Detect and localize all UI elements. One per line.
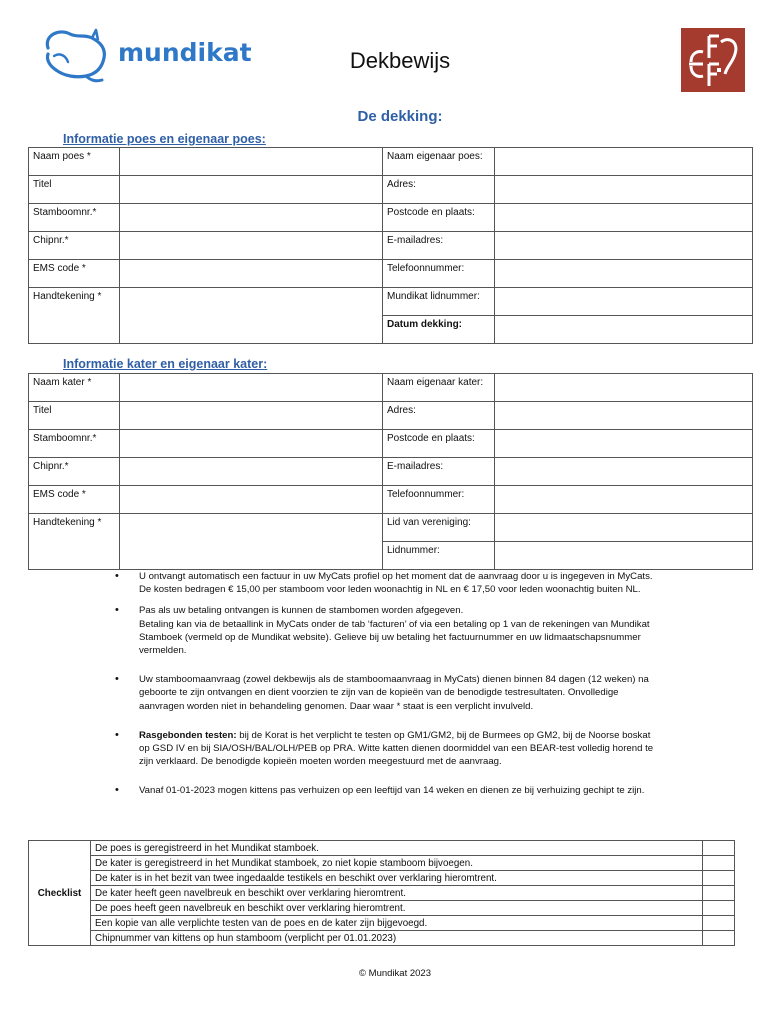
field-label: E-mailadres:	[383, 232, 495, 260]
field-label: Naam eigenaar poes:	[383, 148, 495, 176]
handtekening-kater-input[interactable]	[120, 514, 383, 570]
note-item	[115, 729, 655, 769]
field-label: Stamboomnr.*	[29, 430, 120, 458]
field-label: Datum dekking:	[383, 316, 495, 344]
field-label: Handtekening *	[29, 514, 120, 570]
checklist-item: De poes heeft geen navelbreuk en beschikt over verklaring hieromtrent.	[91, 901, 703, 916]
checklist-checkbox[interactable]	[703, 901, 735, 916]
lidnummer-kater-input[interactable]	[495, 542, 753, 570]
note-text: Vanaf 01-01-2023 mogen kittens pas verhuizen op een leeftijd van 14 weken en dienen ze bij verhuizing gechipt te zijn.	[139, 785, 645, 797]
notes-list	[115, 570, 655, 798]
titel-poes-input[interactable]	[120, 176, 383, 204]
naam-poes-input[interactable]	[120, 148, 383, 176]
field-label: E-mailadres:	[383, 458, 495, 486]
field-label: Adres:	[383, 176, 495, 204]
datum-dekking-input[interactable]	[495, 316, 753, 344]
footer-copyright: © Mundikat 2023	[359, 968, 431, 979]
handtekening-poes-input[interactable]	[120, 288, 383, 344]
naam-kater-input[interactable]	[120, 374, 383, 402]
fife-emblem-icon	[681, 28, 745, 92]
field-label: Postcode en plaats:	[383, 204, 495, 232]
checklist-item: De poes is geregistreerd in het Mundikat stamboek.	[91, 841, 703, 856]
kater-table	[28, 373, 753, 570]
field-label: Chipnr.*	[29, 232, 120, 260]
field-label: Naam poes *	[29, 148, 120, 176]
section-title: De dekking:	[357, 108, 443, 125]
field-label: Adres:	[383, 402, 495, 430]
checklist-item: Een kopie van alle verplichte testen van de poes en de kater zijn bijgevoegd.	[91, 916, 703, 931]
checklist-checkbox[interactable]	[703, 856, 735, 871]
stamboomnr-kater-input[interactable]	[120, 430, 383, 458]
checklist-item: De kater is in het bezit van twee ingedaalde testikels en beschikt over verklaring hieromtrent.	[91, 871, 703, 886]
ems-code-poes-input[interactable]	[120, 260, 383, 288]
checklist-label: Checklist	[29, 841, 91, 946]
checklist-checkbox[interactable]	[703, 886, 735, 901]
titel-kater-input[interactable]	[120, 402, 383, 430]
ems-code-kater-input[interactable]	[120, 486, 383, 514]
lidnummer-poes-input[interactable]	[495, 288, 753, 316]
postcode-poes-input[interactable]	[495, 204, 753, 232]
field-label: Lidnummer:	[383, 542, 495, 570]
field-label: Titel	[29, 402, 120, 430]
telefoon-kater-input[interactable]	[495, 486, 753, 514]
note-item	[115, 784, 655, 797]
field-label: Chipnr.*	[29, 458, 120, 486]
brand-name: mundikat	[118, 38, 252, 67]
checklist-checkbox[interactable]	[703, 931, 735, 946]
email-kater-input[interactable]	[495, 458, 753, 486]
poes-heading: Informatie poes en eigenaar poes:	[63, 132, 266, 146]
field-label: Naam kater *	[29, 374, 120, 402]
note-text: Pas als uw betaling ontvangen is kunnen de stambomen worden afgegeven.	[139, 605, 464, 617]
email-poes-input[interactable]	[495, 232, 753, 260]
field-label: Postcode en plaats:	[383, 430, 495, 458]
checklist-item: Chipnummer van kittens op hun stamboom (verplicht per 01.01.2023)	[91, 931, 703, 946]
checklist-item: De kater heeft geen navelbreuk en beschikt over verklaring hieromtrent.	[91, 886, 703, 901]
checklist-checkbox[interactable]	[703, 871, 735, 886]
field-label: Stamboomnr.*	[29, 204, 120, 232]
note-text: U ontvangt automatisch een factuur in uw MyCats profiel op het moment dat de aanvraag door u is ingegeven in MyCats. De kosten bedragen € 15,00 per stamboom voor leden woonachtig in NL en € 17,50 voor leden woonachtig buiten NL.	[139, 571, 653, 596]
chipnr-poes-input[interactable]	[120, 232, 383, 260]
note-text: bij de Korat is het verplicht te testen op GM1/GM2, bij de Burmees op GM2, bij de Noorse boskat op GSD IV en bij SIA/OSH/BAL/OLH/PEB op PRA. Witte katten dienen doormiddel van een BEAR-test volledig horend te zijn verklaard. De benodigde kopieën moeten worden meegestuurd met de aanvraag.	[139, 729, 654, 768]
adres-poes-input[interactable]	[495, 176, 753, 204]
adres-kater-input[interactable]	[495, 402, 753, 430]
checklist-table	[28, 840, 735, 946]
chipnr-kater-input[interactable]	[120, 458, 383, 486]
naam-eigenaar-poes-input[interactable]	[495, 148, 753, 176]
fife-logo	[681, 28, 745, 92]
poes-table	[28, 147, 753, 344]
telefoon-poes-input[interactable]	[495, 260, 753, 288]
checklist-checkbox[interactable]	[703, 916, 735, 931]
note-item	[115, 673, 655, 713]
note-item	[115, 604, 655, 657]
field-label: Titel	[29, 176, 120, 204]
field-label: Mundikat lidnummer:	[383, 288, 495, 316]
stamboomnr-poes-input[interactable]	[120, 204, 383, 232]
checklist-item: De kater is geregistreerd in het Mundikat stamboek, zo niet kopie stamboom bijvoegen.	[91, 856, 703, 871]
field-label: Lid van vereniging:	[383, 514, 495, 542]
field-label: Telefoonnummer:	[383, 260, 495, 288]
naam-eigenaar-kater-input[interactable]	[495, 374, 753, 402]
note-text: Betaling kan via de betaallink in MyCats onder de tab ‘facturen’ of via een betaling op 1 van de rekeningen van Mundikat Stamboek (vermeld op de Mundikat website). Gelieve bij uw betaling het factuurnummer en uw lidmaatschapsnummer vermelden.	[139, 618, 650, 657]
checklist-checkbox[interactable]	[703, 841, 735, 856]
field-label: EMS code *	[29, 260, 120, 288]
vereniging-kater-input[interactable]	[495, 514, 753, 542]
field-label: EMS code *	[29, 486, 120, 514]
note-item	[115, 570, 655, 596]
field-label: Telefoonnummer:	[383, 486, 495, 514]
note-bold: Rasgebonden testen:	[139, 729, 237, 741]
document-title: Dekbewijs	[349, 48, 451, 73]
field-label: Naam eigenaar kater:	[383, 374, 495, 402]
field-label: Handtekening *	[29, 288, 120, 344]
postcode-kater-input[interactable]	[495, 430, 753, 458]
kater-heading: Informatie kater en eigenaar kater:	[63, 357, 268, 371]
note-text: Uw stamboomaanvraag (zowel dekbewijs als de stamboomaanvraag in MyCats) dienen binnen 84 dagen (12 weken) na geboorte te zijn ontvangen en dient voorzien te zijn van de kopieën van de benodigde testresultaten. Onvolledige aanvragen worden niet in behandeling genomen. Daar waar * staat is een verplicht invulveld.	[139, 674, 649, 712]
